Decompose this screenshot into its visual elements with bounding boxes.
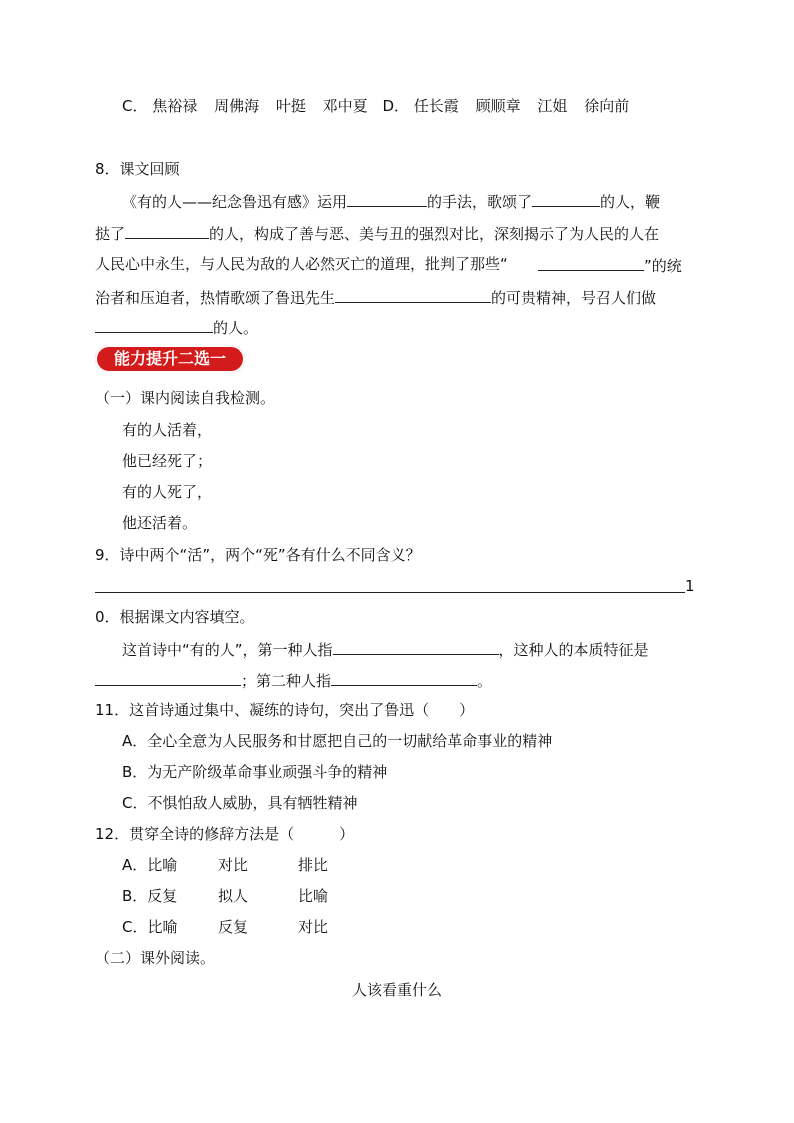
option-d-name-2: 顾顺章 (475, 97, 521, 115)
q7-options (122, 96, 629, 116)
option-c-name-4: 邓中夏 (322, 97, 368, 115)
q12-option-a[interactable] (122, 855, 328, 875)
fill-blank[interactable] (333, 638, 499, 655)
fill-blank[interactable] (532, 190, 600, 207)
q12-option-b[interactable] (122, 886, 328, 906)
part2-heading: （二）课外阅读。 (95, 949, 216, 967)
part1-heading: （一）课内阅读自我检测。 (95, 389, 276, 407)
option-c-name-1: 焦裕禄 (152, 97, 198, 115)
q12-term: 拟人 (218, 887, 249, 905)
article-title: 人该看重什么 (351, 981, 442, 999)
q8-text: 的人。 (213, 319, 259, 337)
option-c-name-3: 叶挺 (275, 97, 306, 115)
q9-answer-line[interactable] (95, 592, 685, 593)
q8-text: 的人，鞭 (600, 193, 661, 211)
poem-line-4: 他还活着。 (122, 514, 198, 532)
option-c-label: C． (122, 97, 148, 115)
poem-line-3: 有的人死了， (122, 483, 213, 501)
q8-line-3-end (538, 254, 682, 276)
q12-term: C．比喻 (122, 918, 178, 936)
fill-blank[interactable] (347, 190, 427, 207)
q10-title: 0．根据课文内容填空。 (95, 608, 255, 626)
q8-line-2 (95, 222, 659, 244)
q12-term: A．比喻 (122, 856, 178, 874)
q12-term: 对比 (218, 856, 249, 874)
fill-blank[interactable] (335, 286, 491, 303)
q10-text: ，这种人的本质特征是 (498, 641, 649, 659)
q10-text: ；第二种人指 (241, 672, 332, 690)
q8-line-1 (122, 190, 660, 212)
q8-text: 挞了 (95, 225, 126, 243)
q10-line-1 (122, 638, 649, 660)
q11-option-b[interactable]: B．为无产阶级革命事业顽强斗争的精神 (122, 763, 388, 781)
q8-text: 人民心中永生，与人民为敌的人必然灭亡的道理，批判了那些“ (95, 255, 508, 273)
q9-trailing-number: 1 (685, 577, 695, 595)
q8-text: ”的统 (644, 257, 682, 275)
fill-blank[interactable] (95, 316, 213, 333)
fill-blank[interactable] (125, 222, 209, 239)
q8-line-5 (95, 316, 258, 338)
q12-term: 比喻 (298, 887, 329, 905)
poem-line-1: 有的人活着， (122, 421, 213, 439)
q8-text: 《有的人——纪念鲁迅有感》运用 (122, 193, 348, 211)
q11-title: 11．这首诗通过集中、凝练的诗句，突出了鲁迅（ ） (95, 701, 475, 719)
q12-term: B．反复 (122, 887, 178, 905)
poem-line-2: 他已经死了； (122, 452, 213, 470)
fill-blank[interactable] (331, 669, 477, 686)
fill-blank[interactable] (95, 669, 241, 686)
q10-line-2 (95, 669, 492, 691)
option-d-name-1: 任长霞 (413, 97, 459, 115)
q12-title: 12．贯穿全诗的修辞方法是（ ） (95, 825, 355, 843)
q12-term: 排比 (298, 856, 329, 874)
q10-text: 。 (477, 672, 493, 690)
q8-line-3 (95, 254, 508, 274)
option-d-name-3: 江姐 (537, 97, 568, 115)
q9-question: 9．诗中两个“活”，两个“死”各有什么不同含义？ (95, 546, 421, 564)
q11-option-c[interactable]: C．不惧怕敌人威胁，具有牺牲精神 (122, 794, 358, 812)
fill-blank[interactable] (538, 254, 644, 271)
q8-line-4 (95, 286, 656, 308)
q8-text: 的人，构成了善与恶、美与丑的强烈对比，深刻揭示了为人民的人在 (209, 225, 660, 243)
q12-option-c[interactable] (122, 917, 328, 937)
q8-text: 治者和压迫者，热情歌颂了鲁迅先生 (95, 289, 336, 307)
q8-text: 的可贵精神，号召人们做 (491, 289, 657, 307)
option-c-name-2: 周佛海 (214, 97, 260, 115)
section-banner-label: 能力提升二选一 (113, 349, 226, 368)
q12-term: 反复 (218, 918, 249, 936)
q8-title: 8．课文回顾 (95, 160, 180, 178)
q10-text: 这首诗中“有的人”，第一种人指 (122, 641, 333, 659)
q8-text: 的手法，歌颂了 (427, 193, 533, 211)
q12-term: 对比 (298, 918, 329, 936)
option-d-name-4: 徐向前 (584, 97, 630, 115)
option-d-label: D． (382, 97, 410, 115)
q11-option-a[interactable]: A．全心全意为人民服务和甘愿把自己的一切献给革命事业的精神 (122, 732, 553, 750)
section-banner (95, 345, 245, 373)
